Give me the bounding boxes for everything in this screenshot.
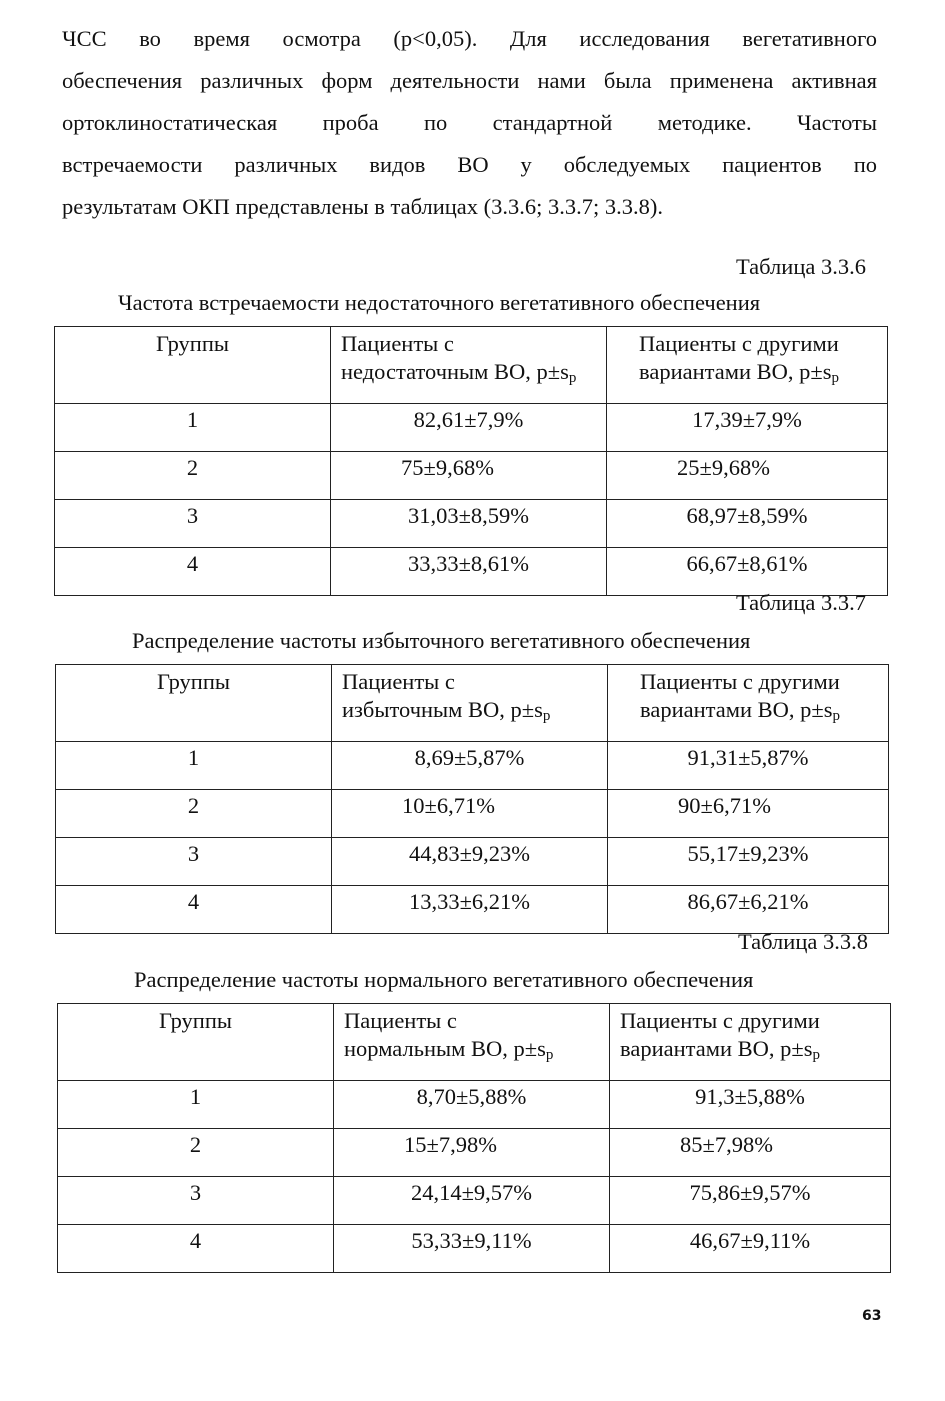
table-header-row bbox=[58, 1004, 891, 1081]
paragraph-line: ЧСС во время осмотра (p<0,05). Для исследования вегетативного bbox=[62, 26, 877, 51]
paragraph-line: обеспечения различных форм деятельности нами была применена активная bbox=[62, 68, 877, 93]
table-label: Таблица 3.3.6 bbox=[736, 254, 866, 279]
table-row bbox=[58, 1225, 891, 1273]
table-row bbox=[56, 886, 889, 934]
column-header-other: Пациенты с другими вариантами ВО, $p\pm s_p$ bbox=[610, 1004, 891, 1081]
group-cell: 3 bbox=[55, 500, 331, 548]
paragraph-line: ортоклиностатическая проба по стандартной методике. Частоты bbox=[62, 110, 877, 135]
table-label: Таблица 3.3.8 bbox=[738, 929, 868, 954]
group-cell: 4 bbox=[56, 886, 332, 934]
group-cell: 2 bbox=[56, 790, 332, 838]
column-header-group: Группы bbox=[56, 665, 332, 742]
table-label: Таблица 3.3.7 bbox=[736, 590, 866, 615]
table-header-row bbox=[55, 327, 888, 404]
table-row bbox=[58, 1177, 891, 1225]
table-row bbox=[55, 548, 888, 596]
value-cell: 53,33±9,11% bbox=[334, 1225, 610, 1273]
value-cell: 75±9,68% bbox=[331, 452, 607, 500]
paragraph-line: встречаемости различных видов ВО у обследуемых пациентов по bbox=[62, 152, 877, 177]
value-cell: 85±7,98% bbox=[610, 1129, 891, 1177]
data-table bbox=[55, 664, 889, 934]
table-row bbox=[56, 790, 889, 838]
table-title: Распределение частоты избыточного вегетативного обеспечения bbox=[132, 628, 751, 653]
group-cell: 1 bbox=[58, 1081, 334, 1129]
data-table bbox=[54, 326, 888, 596]
paragraph-line: результатам ОКП представлены в таблицах (3.3.6; 3.3.7; 3.3.8). bbox=[62, 194, 664, 219]
table-header-row bbox=[56, 665, 889, 742]
group-cell: 1 bbox=[56, 742, 332, 790]
table-title: Распределение частоты нормального вегетативного обеспечения bbox=[134, 967, 754, 992]
value-cell: 33,33±8,61% bbox=[331, 548, 607, 596]
value-cell: 10±6,71% bbox=[332, 790, 608, 838]
value-cell: 8,69±5,87% bbox=[332, 742, 608, 790]
column-header-group: Группы bbox=[58, 1004, 334, 1081]
table-title: Частота встречаемости недостаточного вегетативного обеспечения bbox=[118, 290, 761, 315]
intro-paragraph bbox=[62, 18, 877, 228]
value-cell: 91,3±5,88% bbox=[610, 1081, 891, 1129]
table-row bbox=[55, 452, 888, 500]
column-header-other: Пациенты с другими вариантами ВО, $p\pm s_p$ bbox=[607, 327, 888, 404]
value-cell: 31,03±8,59% bbox=[331, 500, 607, 548]
group-cell: 1 bbox=[55, 404, 331, 452]
group-cell: 4 bbox=[55, 548, 331, 596]
value-cell: 55,17±9,23% bbox=[608, 838, 889, 886]
value-cell: 24,14±9,57% bbox=[334, 1177, 610, 1225]
group-cell: 3 bbox=[56, 838, 332, 886]
value-cell: 86,67±6,21% bbox=[608, 886, 889, 934]
table-row bbox=[56, 838, 889, 886]
value-cell: 25±9,68% bbox=[607, 452, 888, 500]
value-cell: 68,97±8,59% bbox=[607, 500, 888, 548]
value-cell: 75,86±9,57% bbox=[610, 1177, 891, 1225]
table-row bbox=[55, 500, 888, 548]
value-cell: 17,39±7,9% bbox=[607, 404, 888, 452]
column-header-target: Пациенты с нормальным ВО, $p\pm s_p$ bbox=[334, 1004, 610, 1081]
column-header-group: Группы bbox=[55, 327, 331, 404]
value-cell: 8,70±5,88% bbox=[334, 1081, 610, 1129]
value-cell: 82,61±7,9% bbox=[331, 404, 607, 452]
table-row bbox=[58, 1129, 891, 1177]
table-row bbox=[58, 1081, 891, 1129]
value-cell: 15±7,98% bbox=[334, 1129, 610, 1177]
page-number: 63 bbox=[862, 1308, 882, 1324]
column-header-target: Пациенты с недостаточным ВО, $p\pm s_p$ bbox=[331, 327, 607, 404]
group-cell: 2 bbox=[55, 452, 331, 500]
group-cell: 3 bbox=[58, 1177, 334, 1225]
value-cell: 44,83±9,23% bbox=[332, 838, 608, 886]
value-cell: 90±6,71% bbox=[608, 790, 889, 838]
value-cell: 13,33±6,21% bbox=[332, 886, 608, 934]
table-row bbox=[56, 742, 889, 790]
table-row bbox=[55, 404, 888, 452]
group-cell: 4 bbox=[58, 1225, 334, 1273]
value-cell: 66,67±8,61% bbox=[607, 548, 888, 596]
column-header-target: Пациенты с избыточным ВО, $p\pm s_p$ bbox=[332, 665, 608, 742]
data-table bbox=[57, 1003, 891, 1273]
value-cell: 91,31±5,87% bbox=[608, 742, 889, 790]
column-header-other: Пациенты с другими вариантами ВО, $p\pm s_p$ bbox=[608, 665, 889, 742]
value-cell: 46,67±9,11% bbox=[610, 1225, 891, 1273]
group-cell: 2 bbox=[58, 1129, 334, 1177]
